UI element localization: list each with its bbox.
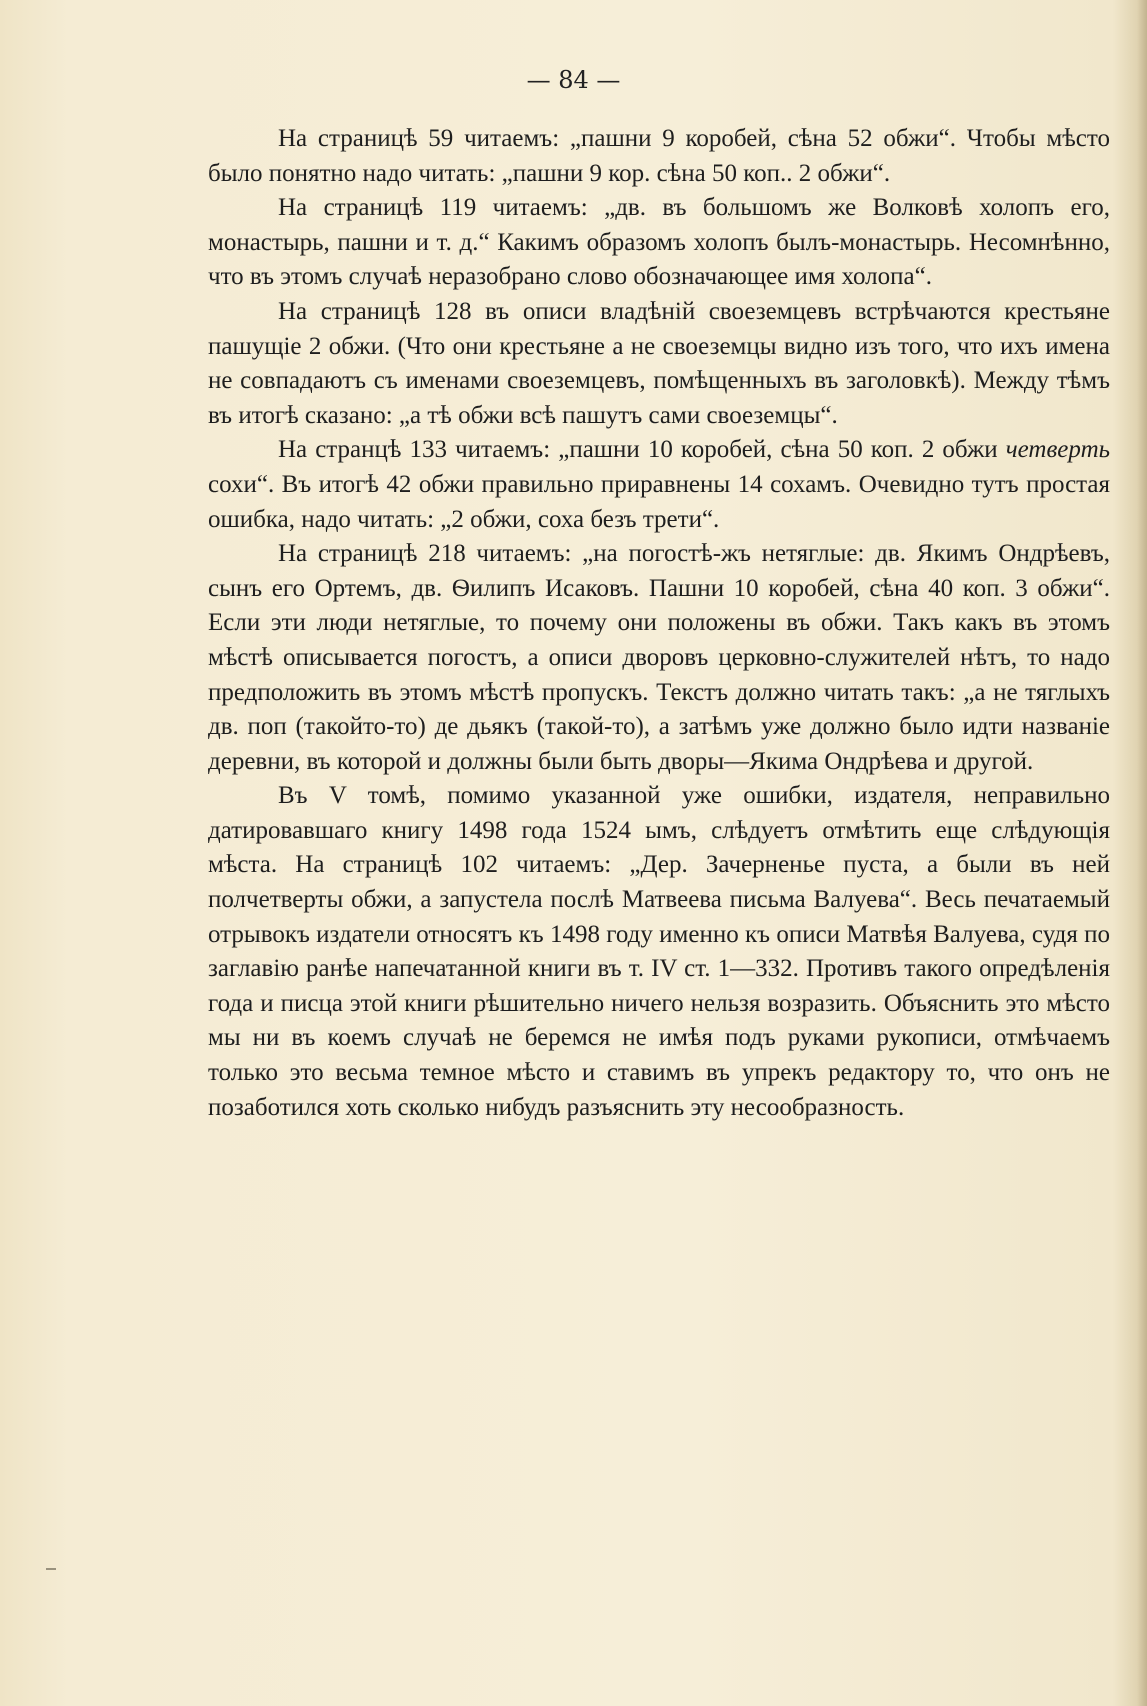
paragraph-4-italic-word: четверть [1005,436,1110,464]
paragraph-4-text-after: сохи“. Въ итогѣ 42 обжи правильно приравнены 14 сохамъ. Очевидно тутъ простая ошибка, надо читать: „2 обжи, соха безъ трети“. [208,470,1110,533]
paragraph-5: На страницѣ 218 читаемъ: „на погостѣ-жъ нетяглые: дв. Якимъ Ондрѣевъ, сынъ его Ортемъ, дв. Ѳилипъ Исаковъ. Пашни 10 коробей, сѣна 40 коп. 3 обжи“. Если эти люди нетяглые, то почему они положены въ обжи. Такъ какъ въ этомъ мѣстѣ описывается погостъ, а описи дворовъ церковно-служителей нѣтъ, то надо предположить въ этомъ мѣстѣ пропускъ. Текстъ должно читать такъ: „а не тяглыхъ дв. поп (такойто-то) де дьякъ (такой-то), а затѣмъ уже должно было идти названіе деревни, въ которой и должны были быть дворы—Якима Ондрѣева и другой. [208,540,1110,775]
paragraph-4 [208,433,1110,537]
body-text [208,122,1110,1125]
margin-mark [46,1568,56,1570]
paragraph-2: На страницѣ 119 читаемъ: „дв. въ большомъ же Волковѣ холопъ его, монастырь, пашни и т. д.“ Какимъ образомъ холопъ былъ-монастырь. Несомнѣнно, что въ этомъ случаѣ неразобрано слово обозначающее имя холопа“. [208,194,1110,291]
paragraph-4-text-before: На странцѣ 133 читаемъ: „пашни 10 коробей, сѣна 50 коп. 2 обжи [278,436,1006,464]
paragraph-6: Въ V томѣ, помимо указанной уже ошибки, издателя, неправильно датировавшаго книгу 1498 года 1524 ымъ, слѣдуетъ отмѣтить еще слѣдующія мѣста. На страницѣ 102 читаемъ: „Дер. Зачерненье пуста, а были въ ней полчетверты обжи, а запустела послѣ Матвеева письма Валуева“. Весь печатаемый отрывокъ издатели относятъ къ 1498 году именно къ описи Матвѣя Валуева, судя по заглавію ранѣе напечатанной книги въ т. IV ст. 1—332. Противъ такого опредѣленія года и писца этой книги рѣшительно ничего нельзя возразить. Объяснить это мѣсто мы ни въ коемъ случаѣ не беремся не имѣя подъ руками рукописи, отмѣчаемъ только это весьма темное мѣсто и ставимъ въ упрекъ редактору то, что онъ не позаботился хоть сколько нибудъ разъяснить эту несообразность. [208,782,1110,1121]
paragraph-3: На страницѣ 128 въ описи владѣній своеземцевъ встрѣчаются крестьяне пашущіе 2 обжи. (Что они крестьяне а не своеземцы видно изъ того, что ихъ имена не совпадаютъ съ именами своеземцевъ, помѣщенныхъ въ заголовкѣ). Между тѣмъ въ итогѣ сказано: „а тѣ обжи всѣ пашутъ сами своеземцы“. [208,297,1110,429]
page-edge-shadow [1137,0,1147,1706]
page-number: — 84 — [526,66,621,94]
paragraph-1: На страницѣ 59 читаемъ: „пашни 9 коробей, сѣна 52 обжи“. Чтобы мѣсто было понятно надо читать: „пашни 9 кор. сѣна 50 коп.. 2 обжи“. [208,125,1110,187]
